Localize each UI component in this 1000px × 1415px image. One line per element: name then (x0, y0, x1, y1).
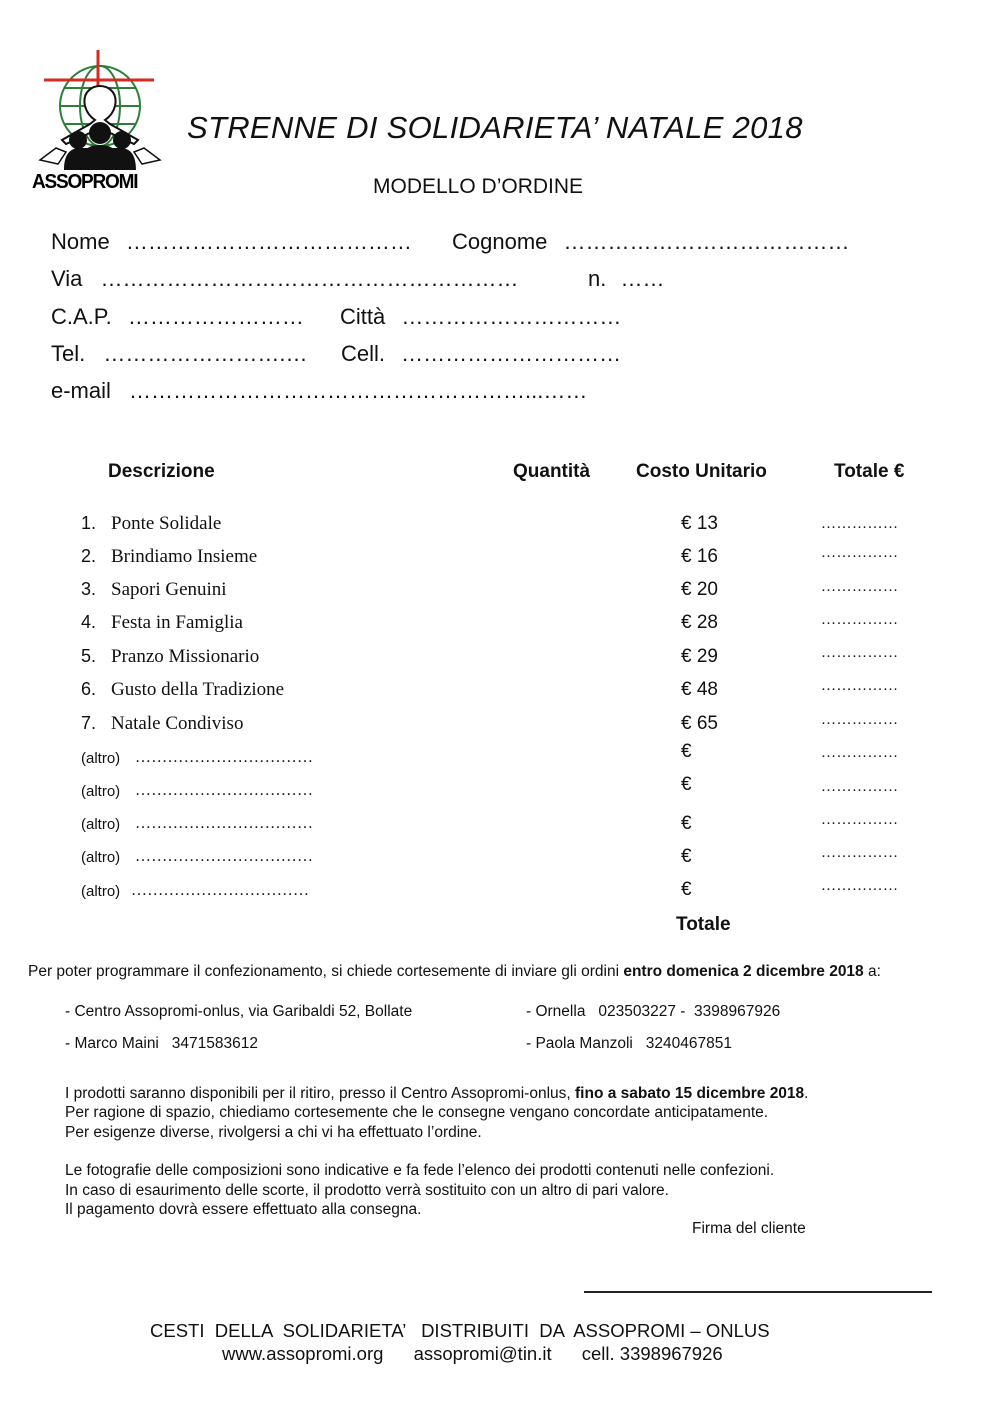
other-label: (altro) (81, 750, 121, 767)
item-name: Brindiamo Insieme (111, 546, 258, 567)
other-total-field[interactable]: …………… (821, 745, 899, 761)
pickup-deadline: fino a sabato 15 dicembre 2018 (575, 1085, 805, 1102)
footer-website[interactable]: www.assopromi.org (222, 1343, 384, 1364)
signature-line[interactable] (584, 1291, 932, 1293)
item-name: Festa in Famiglia (111, 612, 243, 633)
item-price: € 16 (681, 546, 718, 567)
item-name: Pranzo Missionario (111, 646, 260, 667)
signature-label: Firma del cliente (692, 1220, 806, 1237)
cap-label: C.A.P. (51, 304, 112, 329)
contact-ornella: - Ornella 023503227 - 3398967926 (526, 1003, 781, 1020)
other-description-field[interactable]: …………………………… (135, 749, 314, 766)
other-description-field[interactable]: …………………………… (131, 882, 310, 899)
cell-input-dots[interactable]: ………………………… (401, 341, 622, 366)
cap-input-dots[interactable]: …………………… (127, 304, 304, 329)
cell-label: Cell. (341, 341, 386, 366)
item-number: 5. (81, 646, 97, 666)
numero-label: n. (588, 266, 607, 291)
item-total-field[interactable]: …………… (821, 645, 899, 661)
field-cap[interactable] (51, 304, 304, 330)
header-totale: Totale € (834, 461, 905, 482)
logo-globe-icon (30, 48, 170, 173)
ordering-deadline: entro domenica 2 dicembre 2018 (623, 963, 864, 980)
item-total-field[interactable]: …………… (821, 712, 899, 728)
tel-label: Tel. (51, 341, 86, 366)
other-price-field[interactable]: € (681, 846, 692, 867)
item-total-field[interactable]: …………… (821, 678, 899, 694)
other-price-field[interactable]: € (681, 879, 692, 900)
note-line-3: Il pagamento dovrà essere effettuato alla consegna. (65, 1201, 422, 1218)
item-number: 3. (81, 579, 97, 599)
other-description-field[interactable]: …………………………… (135, 815, 314, 832)
item-price: € 48 (681, 679, 718, 700)
item-total-field[interactable]: …………… (821, 612, 899, 628)
numero-input-dots[interactable]: …… (620, 266, 665, 291)
pickup-line-1 (65, 1085, 808, 1103)
other-description-field[interactable]: …………………………… (135, 782, 314, 799)
footer-tagline: CESTI DELLA SOLIDARIETA’ DISTRIBUITI DA ASSOPROMI – ONLUS (150, 1320, 770, 1341)
other-total-field[interactable]: …………… (821, 845, 899, 861)
via-label: Via (51, 266, 83, 291)
field-cell[interactable] (341, 341, 621, 367)
contact-paola: - Paola Manzoli 3240467851 (526, 1035, 732, 1052)
item-price: € 65 (681, 713, 718, 734)
item-total-field[interactable]: …………… (821, 579, 899, 595)
pickup-line-3: Per esigenze diverse, rivolgersi a chi vi ha effettuato l’ordine. (65, 1124, 482, 1141)
header-costo-unitario: Costo Unitario (636, 461, 767, 482)
citta-input-dots[interactable]: ………………………… (401, 304, 622, 329)
pickup-text: I prodotti saranno disponibili per il ritiro, presso il Centro Assopromi-onlus, (65, 1085, 576, 1102)
nome-input-dots[interactable]: ………………………………… (125, 229, 412, 254)
via-input-dots[interactable]: ………………………………………………… (100, 266, 519, 291)
ordering-text: Per poter programmare il confezionamento, si chiede cortesemente di inviare gli ordini (28, 963, 624, 980)
other-total-field[interactable]: …………… (821, 812, 899, 828)
field-citta[interactable] (340, 304, 621, 330)
other-description-field[interactable]: …………………………… (135, 848, 314, 865)
other-label: (altro) (81, 783, 121, 800)
contact-centro: - Centro Assopromi-onlus, via Garibaldi 52, Bollate (65, 1003, 413, 1020)
item-name: Gusto della Tradizione (111, 679, 285, 700)
other-price-field[interactable]: € (681, 774, 692, 795)
item-number: 6. (81, 679, 97, 699)
item-number: 4. (81, 612, 97, 632)
page-title: STRENNE DI SOLIDARIETA’ NATALE 2018 (187, 110, 803, 145)
other-price-field[interactable]: € (681, 813, 692, 834)
ordering-instructions (28, 963, 881, 981)
item-price: € 28 (681, 612, 718, 633)
item-name: Natale Condiviso (111, 713, 244, 734)
field-nome[interactable] (51, 229, 412, 255)
other-label: (altro) (81, 849, 121, 866)
pickup-line-2: Per ragione di spazio, chiediamo cortesemente che le consegne vengano concordate anticipatamente. (65, 1104, 769, 1121)
footer-contacts (222, 1343, 723, 1365)
item-name: Sapori Genuini (111, 579, 227, 600)
field-email[interactable] (51, 378, 587, 404)
item-price: € 13 (681, 513, 718, 534)
note-line-1: Le fotografie delle composizioni sono indicative e fa fede l’elenco dei prodotti contenuti nelle confezioni. (65, 1162, 775, 1179)
other-total-field[interactable]: …………… (821, 878, 899, 894)
item-price: € 20 (681, 579, 718, 600)
pickup-text-end: . (804, 1085, 809, 1102)
ordering-text-end: a: (863, 963, 881, 980)
page-subtitle: MODELLO D’ORDINE (373, 175, 584, 198)
assopromi-logo (30, 48, 170, 193)
footer-email[interactable]: assopromi@tin.it (413, 1343, 552, 1364)
cognome-label: Cognome (452, 229, 548, 254)
email-label: e-mail (51, 378, 111, 403)
citta-label: Città (340, 304, 386, 329)
cognome-input-dots[interactable]: ………………………………… (563, 229, 850, 254)
field-via[interactable] (51, 266, 519, 292)
other-label: (altro) (81, 816, 121, 833)
nome-label: Nome (51, 229, 110, 254)
footer-cell: cell. 3398967926 (581, 1343, 723, 1364)
grand-total-label: Totale (676, 914, 731, 935)
other-price-field[interactable]: € (681, 741, 692, 762)
header-descrizione: Descrizione (108, 461, 215, 482)
item-name: Ponte Solidale (111, 513, 222, 534)
tel-input-dots[interactable]: …………………….… (103, 341, 308, 366)
item-number: 1. (81, 513, 97, 533)
note-line-2: In caso di esaurimento delle scorte, il prodotto verrà sostituito con un altro di pari valore. (65, 1182, 669, 1199)
item-total-field[interactable]: …………… (821, 545, 899, 561)
contact-marco: - Marco Maini 3471583612 (65, 1035, 259, 1052)
logo-wordmark: ASSOPROMI (32, 171, 138, 194)
item-number: 2. (81, 546, 97, 566)
item-price: € 29 (681, 646, 718, 667)
field-cognome[interactable] (452, 229, 850, 255)
header-quantita: Quantità (513, 461, 591, 482)
field-tel[interactable] (51, 341, 308, 367)
item-total-field[interactable]: …………… (821, 516, 899, 532)
other-total-field[interactable]: …………… (821, 779, 899, 795)
item-number: 7. (81, 713, 97, 733)
email-input-dots[interactable]: ………………………………………………...…… (129, 378, 588, 403)
other-label: (altro) (81, 883, 121, 900)
field-numero[interactable] (588, 266, 664, 292)
